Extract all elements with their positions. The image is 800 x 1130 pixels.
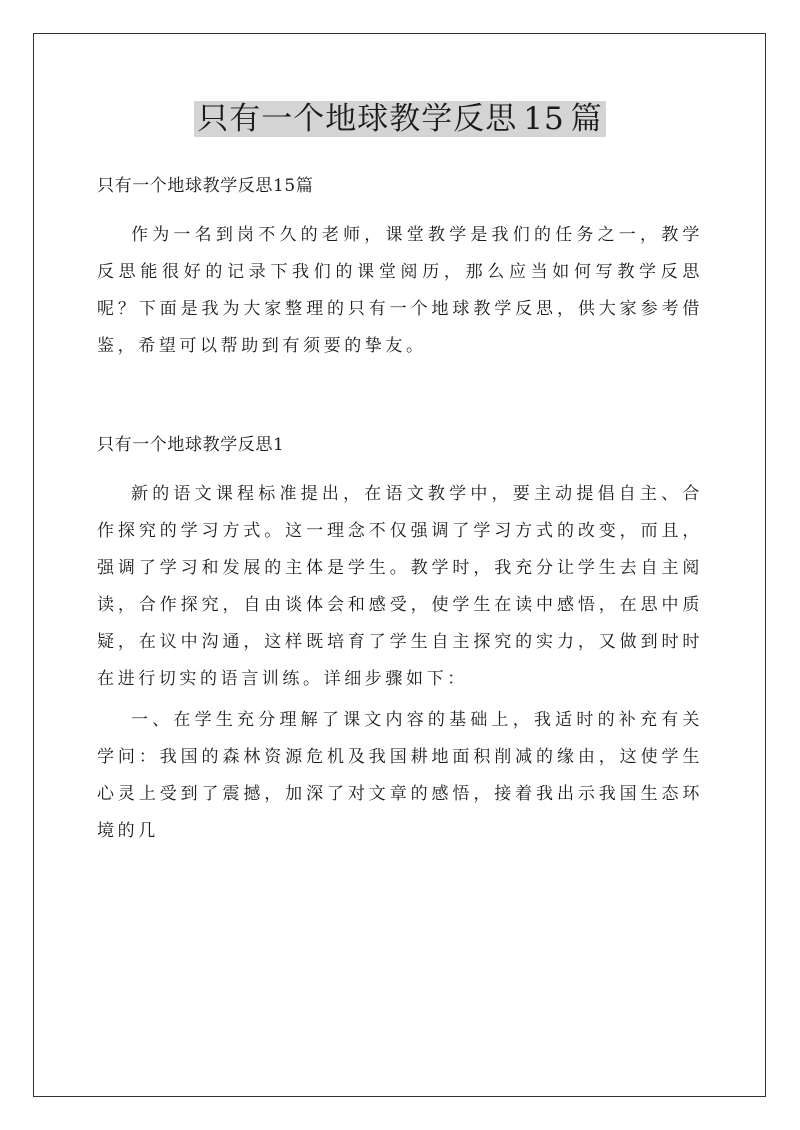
document-title [190, 98, 609, 140]
title-container [0, 98, 800, 140]
title-suffix: 篇 [568, 101, 606, 137]
intro-paragraph: 作为一名到岗不久的老师，课堂教学是我们的任务之一，教学反思能很好的记录下我们的课堂阅历，那么应当如何写教学反思呢？下面是我为大家整理的只有一个地球教学反思，供大家参考借鉴，希望可以帮助到有须要的挚友。 [97, 225, 703, 356]
section-1-heading: 只有一个地球教学反思1 [97, 435, 285, 455]
document-subtitle: 只有一个地球教学反思15篇 [97, 176, 314, 196]
title-text: 只有一个地球教学反思 [194, 101, 520, 137]
title-number: 15 [520, 101, 567, 137]
section-1-paragraph-2: 一、在学生充分理解了课文内容的基础上，我适时的补充有关学问：我国的森林资源危机及我国耕地面积削减的缘由，这使学生心灵上受到了震撼，加深了对文章的感悟，接着我出示我国生态环境的几 [97, 710, 703, 841]
section-1-paragraph-1: 新的语文课程标准提出，在语文教学中，要主动提倡自主、合作探究的学习方式。这一理念不仅强调了学习方式的改变，而且，强调了学习和发展的主体是学生。教学时，我充分让学生去自主阅读，合作探究，自由谈体会和感受，使学生在读中感悟，在思中质疑，在议中沟通，这样既培育了学生自主探究的实力，又做到时时在进行切实的语言训练。详细步骤如下： [97, 484, 703, 689]
document-body [97, 168, 703, 850]
